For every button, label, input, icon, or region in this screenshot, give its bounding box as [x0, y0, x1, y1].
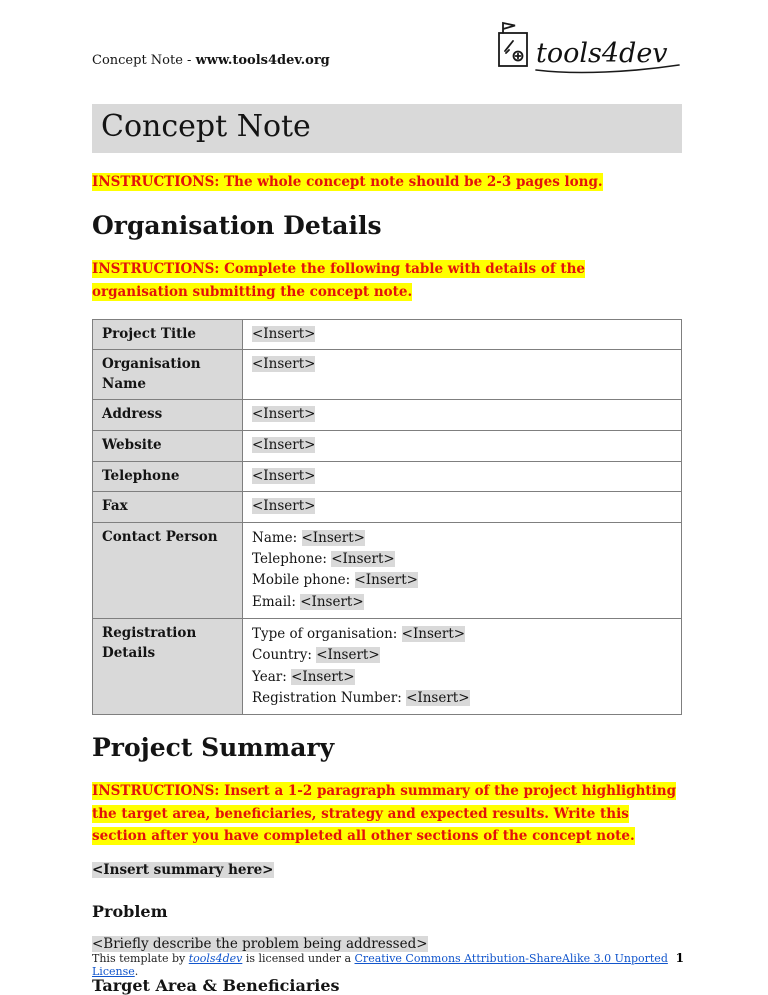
row-value-cell [243, 319, 682, 350]
page-title: Concept Note [92, 104, 682, 153]
summary-placeholder [92, 862, 682, 878]
line-prefix: Telephone: [252, 551, 332, 568]
table-row [93, 350, 682, 400]
table-row [93, 431, 682, 462]
insert-placeholder: <Insert> [300, 593, 364, 610]
table-row [93, 492, 682, 523]
footer-text-suffix: . [134, 965, 139, 978]
organisation-details-heading: Organisation Details [92, 211, 382, 241]
footer-text-middle: is licensed under a [242, 952, 355, 965]
line-prefix: Registration Number: [252, 690, 407, 707]
tools4dev-link[interactable]: tools4dev [188, 952, 243, 965]
row-label: Telephone [93, 461, 243, 492]
registration-line [252, 624, 672, 645]
row-label: Project Title [93, 319, 243, 350]
doc-header [92, 0, 682, 78]
footer-text-prefix: This template by [92, 952, 189, 965]
doc-footer [92, 951, 684, 978]
problem-placeholder [92, 936, 682, 952]
row-label: Organisation Name [93, 350, 243, 400]
document-page [92, 0, 682, 995]
contact-line [252, 570, 672, 591]
contact-line [252, 528, 672, 549]
logo-wordmark: tools4dev [536, 38, 668, 69]
insert-placeholder: <Insert> [291, 668, 355, 685]
organisation-details-table [92, 319, 682, 716]
insert-placeholder: <Insert> [401, 626, 466, 643]
line-prefix: Mobile phone: [252, 572, 355, 589]
insert-placeholder: <Insert> [331, 551, 395, 568]
row-value-cell [243, 461, 682, 492]
insert-placeholder: <Insert> [316, 647, 380, 664]
page-number: 1 [675, 951, 684, 965]
row-value-cell [243, 400, 682, 431]
line-prefix: Year: [252, 668, 292, 685]
creative-commons-license-link[interactable]: Creative Commons Attribution-ShareAlike 3.0 Unported License [92, 952, 668, 978]
row-value-cell [243, 619, 682, 715]
registration-line [252, 688, 672, 709]
row-label: Registration Details [93, 619, 243, 715]
project-summary-heading: Project Summary [92, 733, 335, 763]
tools4dev-logo [492, 20, 682, 78]
insert-placeholder: <Insert> [252, 325, 316, 342]
instructions-overall-text: INSTRUCTIONS: The whole concept note should be 2-3 pages long. [92, 174, 603, 190]
target-area-heading: Target Area & Beneficiaries [92, 976, 340, 995]
registration-line [252, 645, 672, 666]
contact-line [252, 549, 672, 570]
insert-placeholder: <Insert> [252, 356, 316, 373]
insert-placeholder: <Insert> [252, 437, 316, 454]
instructions-project-summary [92, 780, 682, 847]
doc-header-label [92, 53, 330, 78]
table-row [93, 400, 682, 431]
logo-icon [499, 23, 527, 66]
insert-placeholder: <Insert> [354, 572, 418, 589]
table-row-contact-person [93, 522, 682, 618]
row-value-cell [243, 431, 682, 462]
row-value-cell [243, 350, 682, 400]
insert-placeholder: <Briefly describe the problem being addressed> [92, 936, 428, 953]
line-prefix: Email: [252, 593, 301, 610]
line-prefix: Country: [252, 647, 317, 664]
row-label: Website [93, 431, 243, 462]
insert-placeholder: <Insert> [252, 467, 316, 484]
contact-line [252, 592, 672, 613]
table-row-registration-details [93, 619, 682, 715]
instructions-organisation [92, 258, 682, 303]
row-value-cell [243, 492, 682, 523]
registration-line [252, 667, 672, 688]
tools4dev-logo-graphic [492, 20, 682, 78]
doc-header-site-text: www.tools4dev.org [195, 53, 330, 68]
instructions-overall [92, 171, 682, 193]
row-label: Fax [93, 492, 243, 523]
insert-placeholder: <Insert> [252, 406, 316, 423]
insert-placeholder: <Insert> [406, 690, 470, 707]
line-prefix: Name: [252, 529, 302, 546]
problem-heading: Problem [92, 902, 168, 922]
row-value-cell [243, 522, 682, 618]
row-label: Contact Person [93, 522, 243, 618]
insert-placeholder: <Insert> [252, 498, 316, 515]
instructions-organisation-text: INSTRUCTIONS: Complete the following table with details of the organisation submitting the concept note. [92, 261, 585, 300]
table-row [93, 461, 682, 492]
instructions-project-summary-text: INSTRUCTIONS: Insert a 1-2 paragraph summary of the project highlighting the target area, beneficiaries, strategy and expected results. Write this section after you have completed all other sections of the concept note. [92, 783, 677, 844]
insert-placeholder: <Insert summary here> [92, 862, 274, 879]
insert-placeholder: <Insert> [301, 529, 365, 546]
line-prefix: Type of organisation: [252, 626, 402, 643]
doc-header-label-prefix: Concept Note - [92, 53, 196, 68]
table-row [93, 319, 682, 350]
row-label: Address [93, 400, 243, 431]
footer-license-text [92, 952, 676, 978]
